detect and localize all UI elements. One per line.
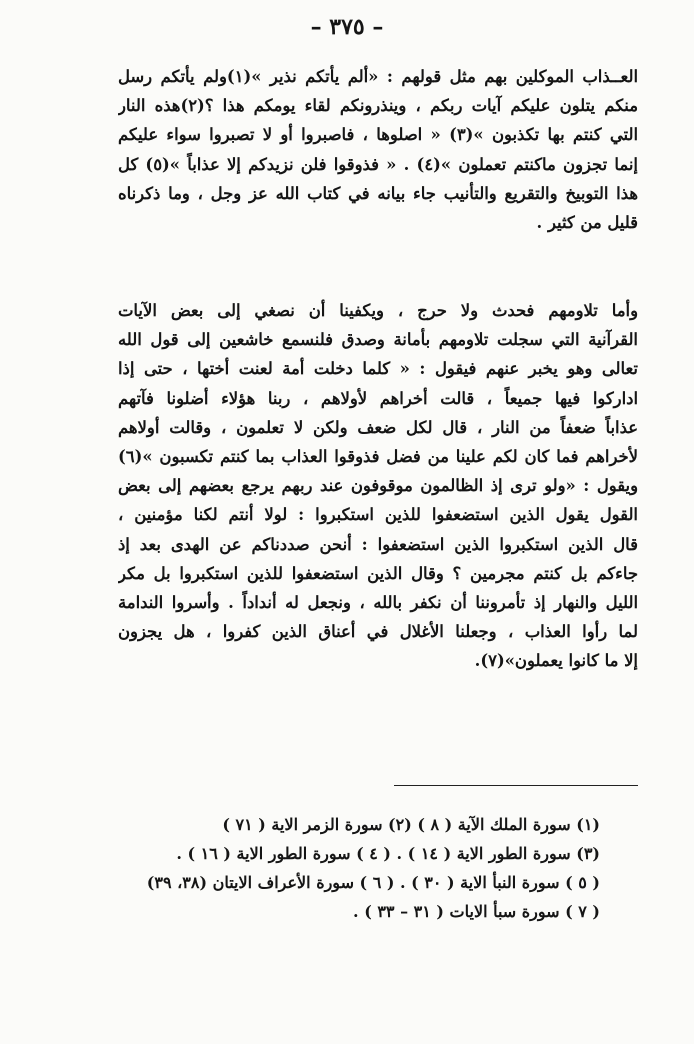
text-line: جاءكم بل كنتم مجرمين ؟ وقال الذين استضعفوا للذين استكبروا بل مكر	[118, 563, 638, 583]
footnotes	[100, 810, 600, 926]
text-line: لأخراهم فما كان لكم علينا من فضل فذوقوا العذاب بما كنتم تكسبون »(٦)	[118, 446, 638, 466]
text-line: ويقول : «ولو ترى إذ الظالمون موقوفون عند ربهم يرجع بعضهم إلى بعض	[118, 476, 638, 496]
text-line: قليل من كثير .	[536, 212, 638, 232]
text-line: التي كنتم بها تكذبون »(٣) « اصلوها ، فاصبروا أو لا تصبروا سواء عليكم	[118, 125, 638, 145]
text-line: إلا ما كانوا يعملون»(٧).	[474, 651, 638, 671]
text-line: لما رأوا العذاب ، وجعلنا الأغلال في أعناق الذين كفروا ، هل يجزون	[118, 622, 638, 642]
text-line: هذا التوبيخ والتقريع والتأنيب جاء بيانه في كتاب الله عز وجل ، وما ذكرناه	[118, 183, 638, 203]
footnote-line: (١) سورة الملك الآية ( ٨ ) (٢) سورة الزمر الاية ( ٧١ )	[222, 815, 600, 834]
text-line: القرآنية التي سجلت تلاومهم بأمانة وصدق فلنسمع خاشعين إلى قول الله	[118, 330, 638, 350]
text-line: العــذاب الموكلين بهم مثل قولهم : «ألم يأتكم نذير »(١)ولم يأتكم رسل	[118, 67, 638, 86]
footnote-line: (٣) سورة الطور الاية ( ١٤ ) . ( ٤ ) سورة الطور الاية ( ١٦ ) .	[176, 844, 600, 863]
paragraph-2	[118, 296, 638, 675]
text-line: عذاباً ضعفاً من النار ، قال لكل ضعف ولكن لا تعلمون ، وقالت أولاهم	[118, 417, 638, 437]
footnote-divider	[394, 785, 638, 786]
text-line: الليل والنهار إذ تأمروننا أن نكفر بالله ، ونجعل له أنداداً . وأسروا الندامة	[118, 592, 638, 612]
text-line: إنما تجزون ماكنتم تعملون »(٤) . « فذوقوا فلن نزيدكم إلا عذاباً »(٥) كل	[118, 154, 638, 174]
footnote-line: ( ٥ ) سورة النبأ الاية ( ٣٠ ) . ( ٦ ) سورة الأعراف الايتان (٣٨، ٣٩)	[146, 873, 600, 892]
paragraph-1	[118, 62, 638, 237]
page-number: – ٣٧٥ –	[310, 14, 384, 40]
footnote-line: ( ٧ ) سورة سبأ الايات ( ٣١ – ٣٣ ) .	[353, 902, 600, 921]
text-line: منكم يتلون عليكم آيات ربكم ، وينذرونكم لقاء يومكم هذا ؟(٢)هذه النار	[118, 96, 638, 116]
text-line: وأما تلاومهم فحدث ولا حرج ، ويكفينا أن نصغي إلى بعض الآيات	[118, 301, 638, 320]
text-line: قال الذين استكبروا الذين استضعفوا : أنحن صددناكم عن الهدى بعد إذ	[118, 534, 638, 554]
text-line: تعالى وهو يخبر عنهم فيقول : « كلما دخلت أمة لعنت أختها ، حتى إذا	[118, 359, 638, 379]
text-line: اداركوا فيها جميعاً ، قالت أخراهم لأولاهم ، ربنا هؤلاء أضلونا فآتهم	[118, 388, 638, 408]
text-line: القول يقول الذين استضعفوا للذين استكبروا : لولا أنتم لكنا مؤمنين ،	[118, 505, 638, 525]
